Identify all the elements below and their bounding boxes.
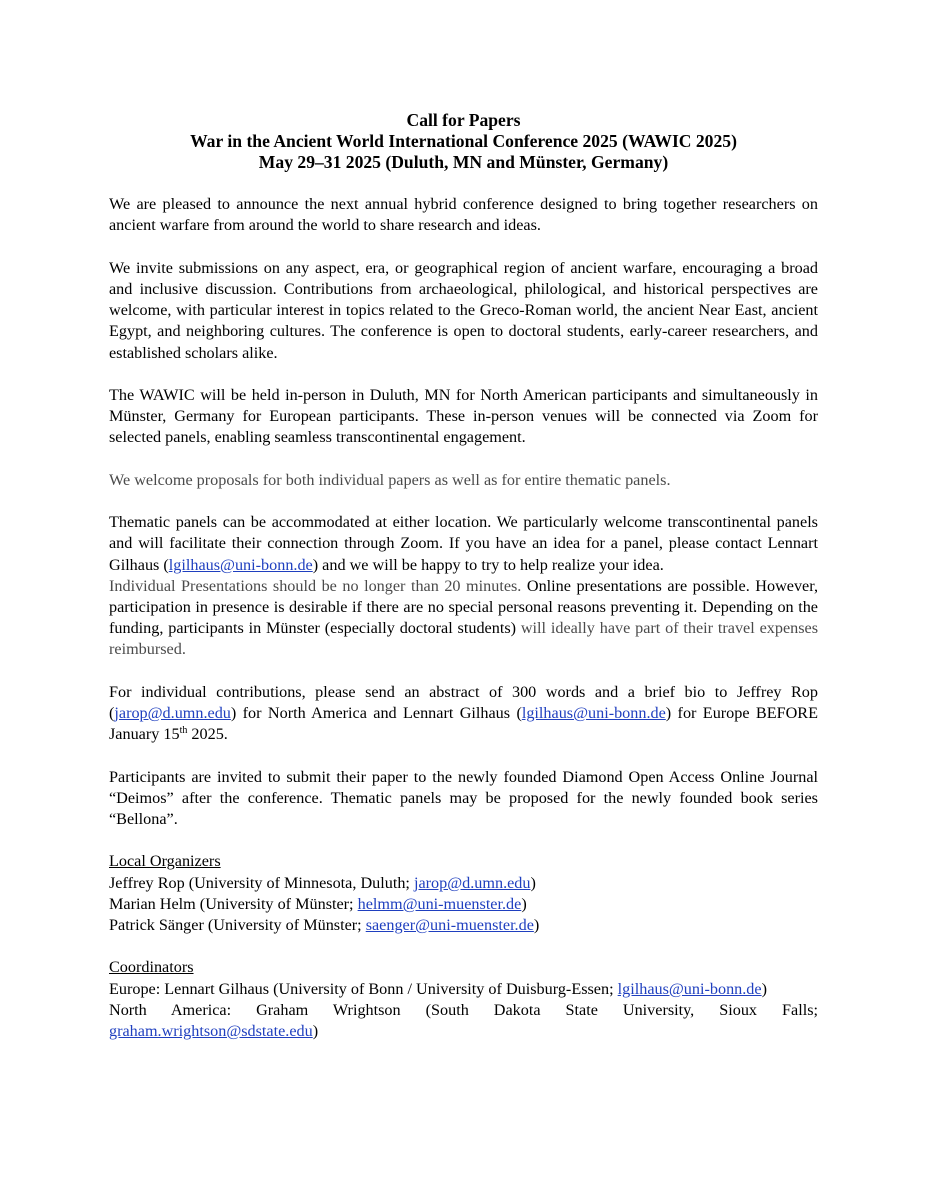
panels-text-after: ) and we will be happy to try to help realize your idea. bbox=[312, 555, 664, 574]
organizer-text: Marian Helm (University of Münster; bbox=[109, 894, 358, 913]
panels-email-link[interactable]: lgilhaus@uni-bonn.de bbox=[168, 555, 313, 574]
panels-text-before: Thematic panels can be accommodated at either location. We particularly welcome transcontinental panels and will facilitate their connection through Zoom. If you have an idea for a panel, please contact Lennart Gilhaus ( bbox=[109, 513, 818, 574]
submission-email-rop[interactable]: jarop@d.umn.edu bbox=[114, 703, 231, 722]
presentations-part1: Individual Presentations should be no longer than 20 minutes. bbox=[109, 576, 522, 595]
invite-paragraph: We invite submissions on any aspect, era, or geographical region of ancient warfare, encouraging a broad and inclusive discussion. Contributions from archaeological, philological, and historical perspectives are welcome, with particular interest in topics related to the Greco-Roman world, the ancient Near East, ancient Egypt, and neighboring cultures. The conference is open to doctoral students, early-career researchers, and established scholars alike. bbox=[109, 258, 818, 362]
proposals-paragraph: We welcome proposals for both individual papers as well as for entire thematic panels. bbox=[109, 470, 671, 489]
document-page bbox=[109, 110, 818, 1042]
coordinator-america-close: ) bbox=[312, 1021, 319, 1040]
coordinator-america-text: North America: Graham Wrightson (South Dakota State University, Sioux Falls; bbox=[109, 1000, 818, 1019]
organizer-text: Jeffrey Rop (University of Minnesota, Duluth; bbox=[109, 873, 414, 892]
organizer-close: ) bbox=[530, 873, 536, 892]
organizer-email-link[interactable]: helmm@uni-muenster.de bbox=[357, 894, 522, 913]
presentations-paragraph bbox=[109, 576, 818, 661]
publication-paragraph: Participants are invited to submit their paper to the newly founded Diamond Open Access Online Journal “Deimos” after the conference. Thematic panels may be proposed for the newly founded book series “Bellona”. bbox=[109, 767, 818, 828]
organizer-entry bbox=[109, 894, 818, 915]
presentations-part2: Online presentations are possible. However, participation in presence is desirable if there are no special personal reasons preventing it. Depending on the funding, participants in Münster (especially doctoral students) bbox=[109, 576, 819, 638]
organizer-email-link[interactable]: jarop@d.umn.edu bbox=[413, 873, 531, 892]
venue-paragraph: The WAWIC will be held in-person in Duluth, MN for North American participants and simultaneously in Münster, Germany for European participants. These in-person venues will be connected via Zoom for selected panels, enabling seamless transcontinental engagement. bbox=[109, 385, 818, 447]
coordinators-title: Coordinators bbox=[109, 958, 194, 977]
coordinator-europe bbox=[109, 979, 818, 1000]
coordinator-europe-close: ) bbox=[761, 979, 767, 998]
submission-date-suffix: th bbox=[179, 725, 188, 737]
document-heading bbox=[109, 110, 818, 173]
submission-text-middle: ) for North America and Lennart Gilhaus ( bbox=[230, 703, 522, 722]
organizer-close: ) bbox=[521, 894, 527, 913]
coordinator-europe-text: Europe: Lennart Gilhaus (University of Bonn / University of Duisburg-Essen; bbox=[109, 979, 618, 998]
heading-call-for-papers: Call for Papers bbox=[406, 110, 521, 130]
submission-text-before: For individual contributions, please send an abstract of 300 words and a brief bio to Jeffrey Rop ( bbox=[109, 682, 818, 722]
organizer-email-link[interactable]: saenger@uni-muenster.de bbox=[365, 915, 534, 934]
organizer-entry bbox=[109, 873, 818, 894]
organizers-title: Local Organizers bbox=[109, 852, 221, 871]
intro-paragraph: We are pleased to announce the next annual hybrid conference designed to bring together researchers on ancient warfare from around the world to share research and ideas. bbox=[109, 195, 818, 235]
heading-conference-title: War in the Ancient World International Conference 2025 (WAWIC 2025) bbox=[190, 131, 737, 151]
organizer-text: Patrick Sänger (University of Münster; bbox=[109, 915, 366, 934]
submission-email-gilhaus[interactable]: lgilhaus@uni-bonn.de bbox=[521, 703, 666, 722]
presentations-part3: will ideally have part of their travel expenses reimbursed. bbox=[109, 619, 819, 659]
coordinator-europe-email-link[interactable]: lgilhaus@uni-bonn.de bbox=[617, 979, 762, 998]
coordinator-america bbox=[109, 1000, 818, 1042]
submission-text-after: ) for Europe BEFORE January 15 bbox=[109, 703, 818, 744]
panels-paragraph bbox=[109, 512, 818, 576]
coordinator-america-email-link[interactable]: graham.wrightson@sdstate.edu bbox=[109, 1021, 313, 1040]
organizers-section bbox=[109, 851, 818, 936]
organizer-entry bbox=[109, 915, 818, 936]
heading-conference-dates: May 29–31 2025 (Duluth, MN and Münster, Germany) bbox=[258, 152, 669, 172]
submission-text-end: 2025. bbox=[187, 725, 228, 744]
submission-paragraph bbox=[109, 682, 818, 746]
organizer-close: ) bbox=[533, 915, 540, 934]
coordinators-section bbox=[109, 957, 818, 1042]
